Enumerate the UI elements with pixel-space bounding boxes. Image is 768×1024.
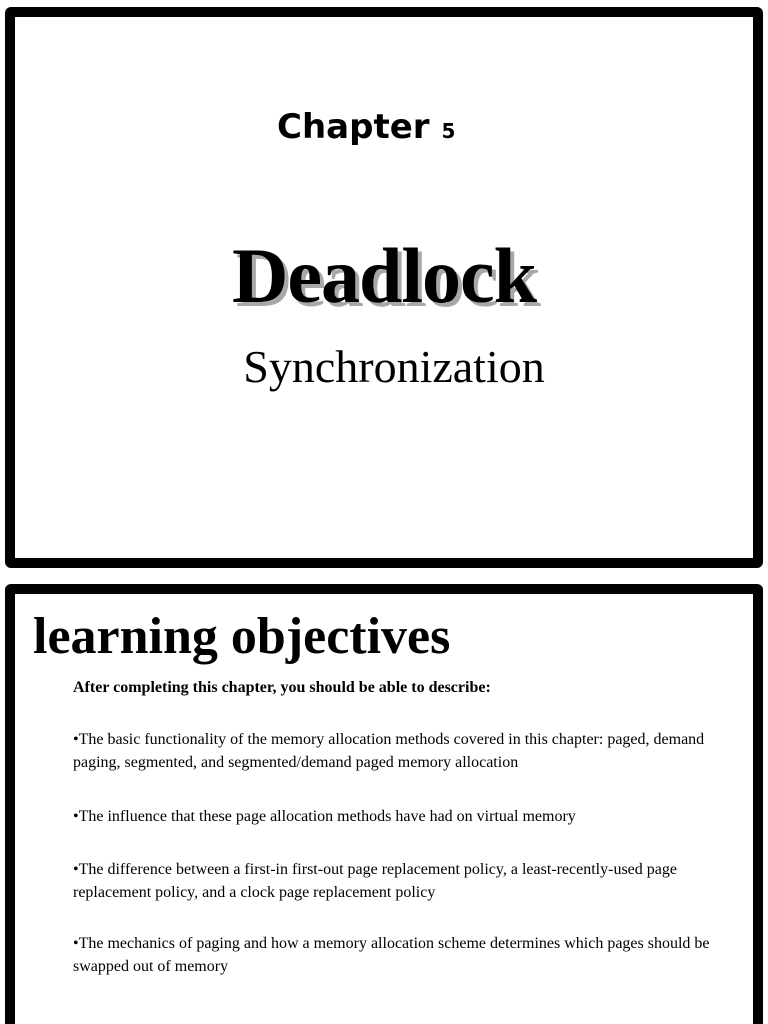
title-slide: [5, 7, 763, 568]
objective-item: •The mechanics of paging and how a memory allocation scheme determines which pages should be swapped out of memory: [73, 935, 710, 975]
objective-item: •The influence that these page allocation methods have had on virtual memory: [73, 808, 576, 825]
chapter-label: Chapter: [277, 107, 430, 147]
chapter-line: [277, 107, 455, 147]
chapter-number: 5: [441, 119, 456, 143]
objectives-slide: [5, 584, 763, 1024]
objectives-heading: learning objectives: [33, 608, 451, 665]
objectives-intro: After completing this chapter, you should be able to describe:: [73, 679, 491, 696]
objective-item: •The basic functionality of the memory allocation methods covered in this chapter: paged, demand paging, segmented, and segmented/demand paged memory allocation: [73, 731, 705, 771]
slide-title: Deadlock: [232, 232, 536, 319]
slide-subtitle: Synchronization: [243, 341, 545, 392]
objective-item: •The difference between a first-in first-out page replacement policy, a least-recently-used page replacement policy, and a clock page replacement policy: [73, 861, 677, 901]
